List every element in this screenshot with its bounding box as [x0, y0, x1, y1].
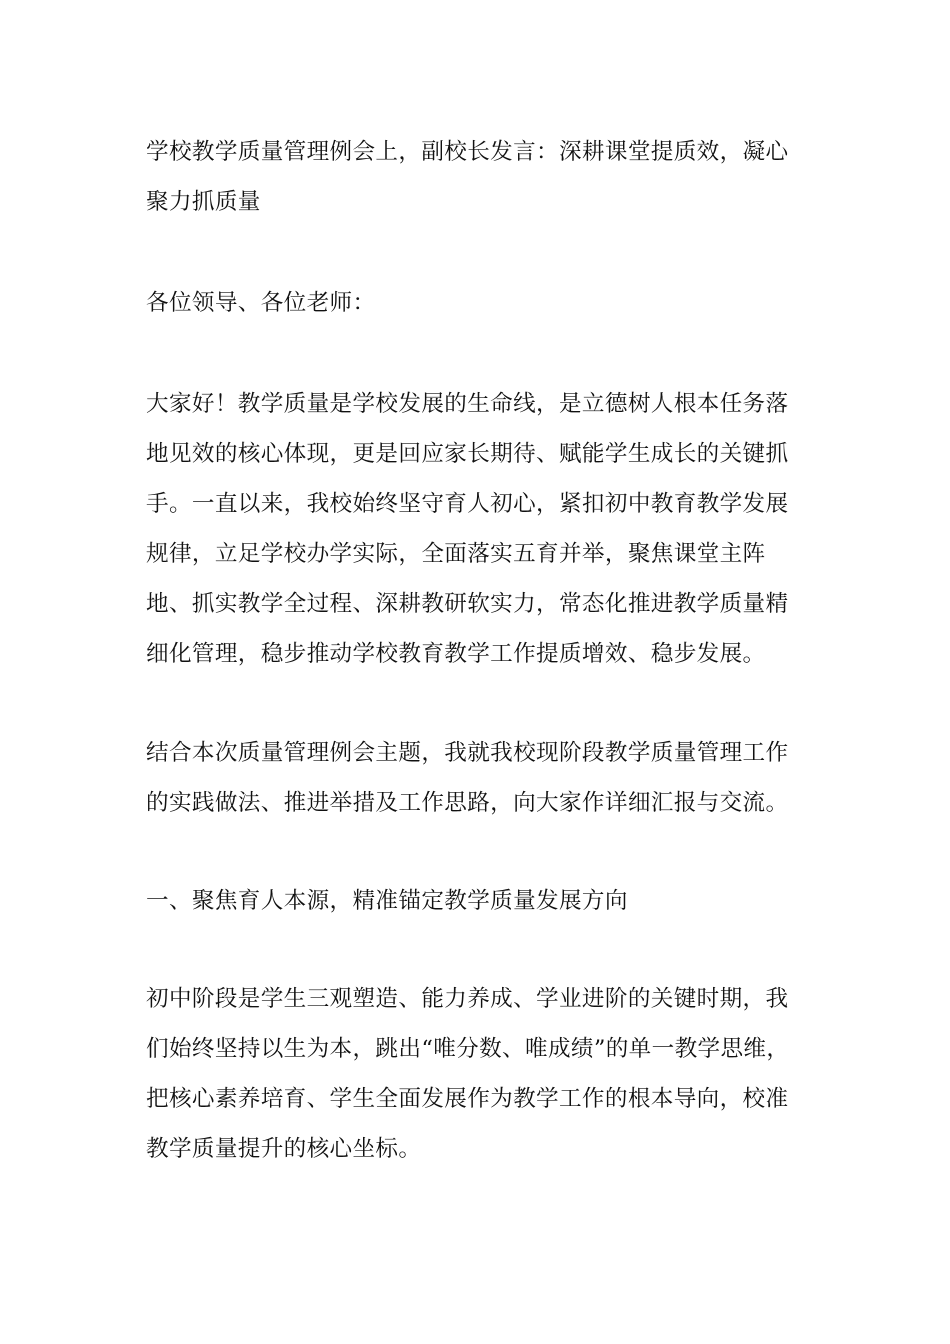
intro-paragraph: 结合本次质量管理例会主题，我就我校现阶段教学质量管理工作的实践做法、推进举措及工作思路，向大家作详细汇报与交流。 — [146, 740, 789, 816]
section-heading: 一、聚焦育人本源，精准锚定教学质量发展方向 — [146, 888, 628, 914]
opening-paragraph: 大家好！教学质量是学校发展的生命线，是立德树人根本任务落地见效的核心体现，更是回应家长期待、赋能学生成长的关键抓手。一直以来，我校始终坚守育人初心，紧扣初中教育教学发展规律，立足学校办学实际，全面落实五育并举，聚焦课堂主阵地、抓实教学全过程、深耕教研软实力，常态化推进教学质量精细化管理，稳步推动学校教育教学工作提质增效、稳步发展。 — [146, 391, 789, 667]
speech-title: 学校教学质量管理例会上，副校长发言：深耕课堂提质效，凝心聚力抓质量 — [146, 139, 789, 215]
salutation: 各位领导、各位老师： — [146, 290, 376, 316]
section-paragraph: 初中阶段是学生三观塑造、能力养成、学业进阶的关键时期，我们始终坚持以生为本，跳出“唯分数、唯成绩”的单一教学思维，把核心素养培育、学生全面发展作为教学工作的根本导向，校准教学质量提升的核心坐标。 — [146, 986, 790, 1162]
